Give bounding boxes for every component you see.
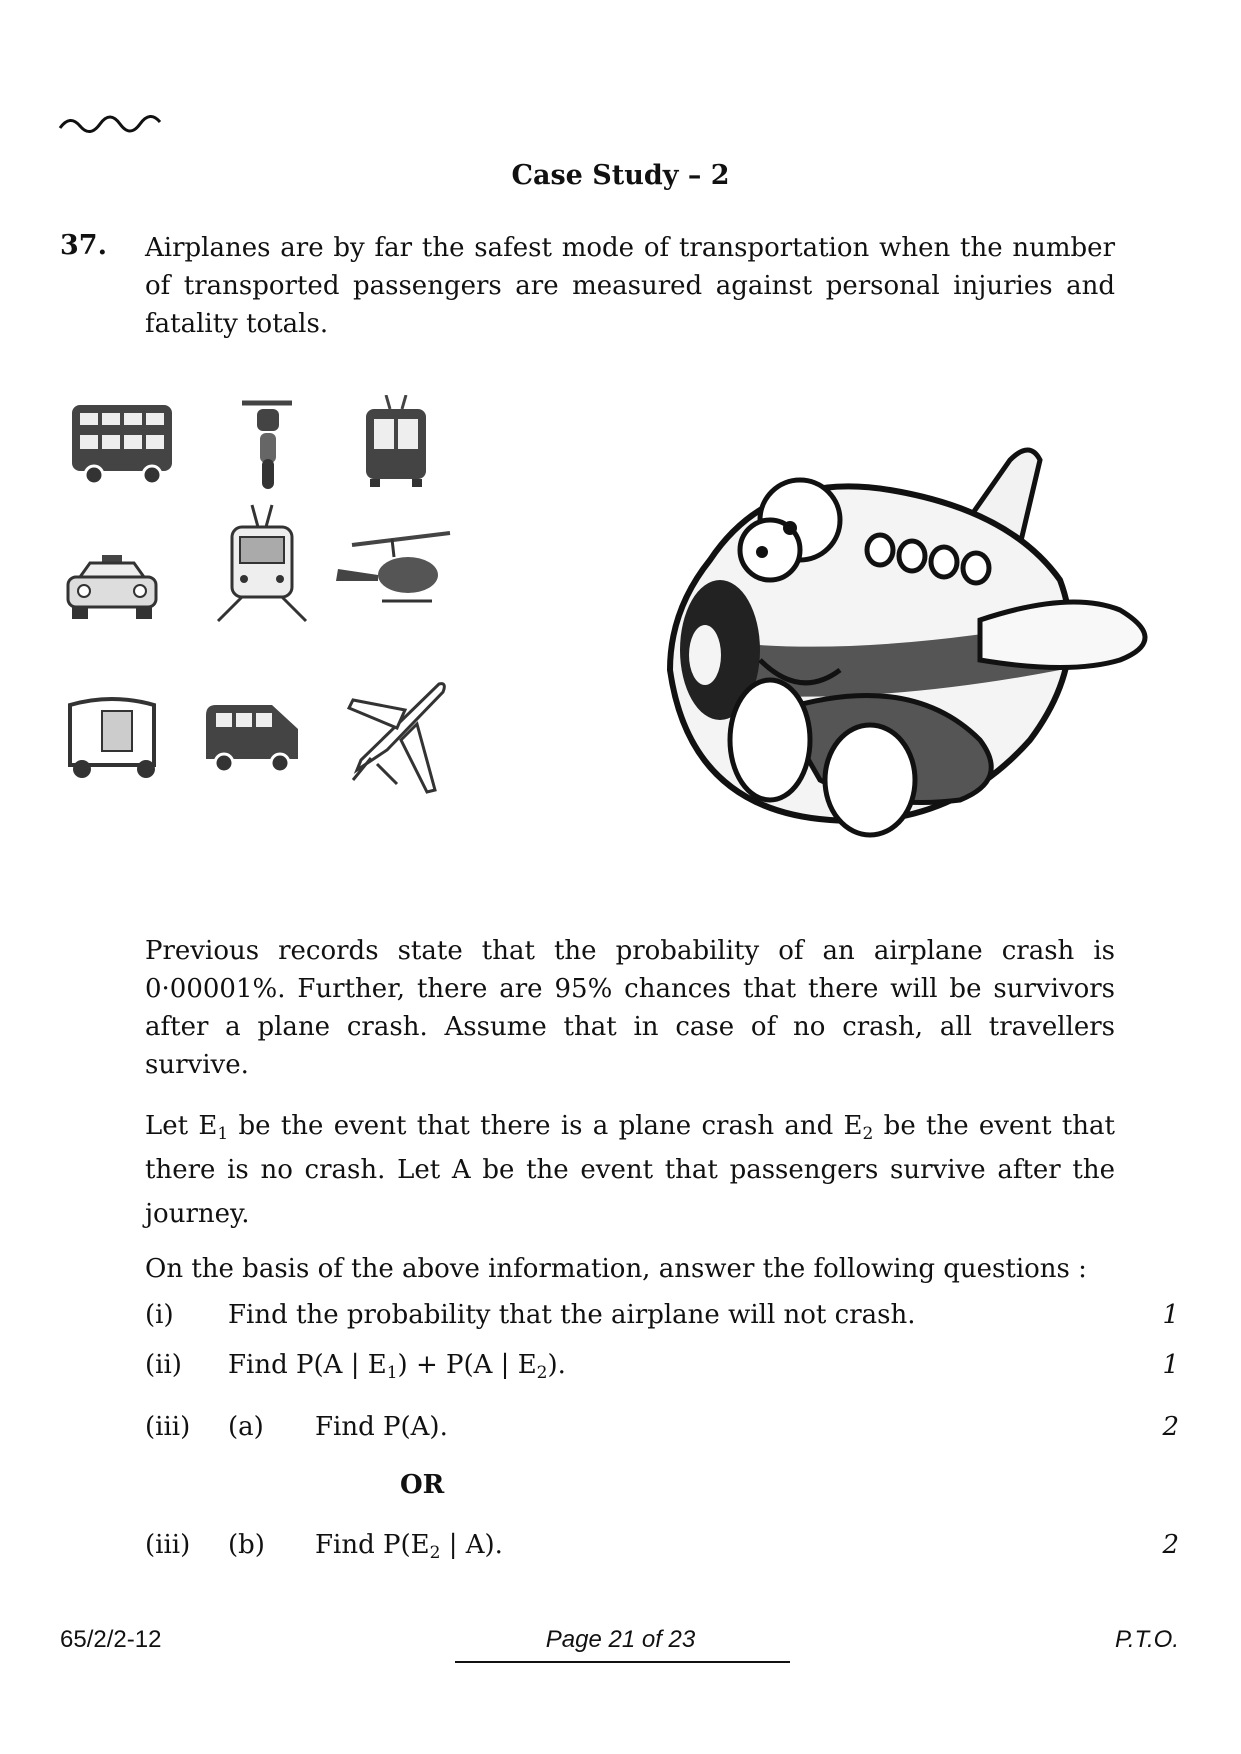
trolleybus-icon (366, 395, 426, 487)
motorcycle-icon (242, 403, 292, 489)
van-icon (206, 705, 298, 772)
auto-rickshaw-icon (70, 699, 155, 778)
marks: 2 (1162, 1412, 1179, 1442)
part-number: (iii) (145, 1530, 191, 1560)
marks: 1 (1162, 1300, 1179, 1330)
or-separator: OR (400, 1470, 445, 1500)
question-intro: Airplanes are by far the safest mode of transportation when the number of transported passengers are measured against personal injuries and fatality totals. (145, 233, 1115, 339)
subpart-label: (b) (228, 1530, 265, 1560)
taxi-icon (68, 555, 156, 619)
marks: 1 (1162, 1350, 1179, 1380)
pto-label: P.T.O. (1114, 1626, 1179, 1653)
events-paragraph: Let $E_1$ be the event that there is a plane crash and $E_2$ be the event that there is no crash. Let A be the event that passengers survive after the journey. (145, 1111, 1115, 1229)
part-number: (i) (145, 1300, 174, 1330)
records-paragraph: Previous records state that the probability of an airplane crash is 0·00001%. Further, there are 95% chances that there will be survivors after a plane crash. Assume that in case of no crash, all travellers survive. (145, 936, 1115, 1080)
case-study-title: Case Study – 2 (511, 160, 730, 191)
part-number: (ii) (145, 1350, 182, 1380)
airplane-icon (349, 684, 444, 792)
part-text: Find the probability that the airplane will not crash. (228, 1300, 916, 1330)
part-text: Find P(A | $E_1) + P(A$ | $E_2$). (228, 1350, 566, 1383)
page-number: Page 21 of 23 (545, 1626, 696, 1653)
footer-divider (455, 1661, 790, 1663)
part-text: Find P(A). (315, 1412, 448, 1442)
subpart-label: (a) (228, 1412, 264, 1442)
helicopter-icon (336, 533, 450, 601)
tram-icon (218, 505, 306, 621)
marks: 2 (1162, 1530, 1179, 1560)
paper-code: 65/2/2-12 (60, 1626, 162, 1653)
cartoon-airplane (650, 410, 1175, 860)
squiggle-mark (58, 112, 162, 136)
part-number: (iii) (145, 1412, 191, 1442)
double-decker-bus-icon (72, 405, 172, 484)
part-text: Find $P(E_2$ | A). (315, 1530, 503, 1563)
question-number: 37. (60, 230, 107, 261)
instructions-paragraph: On the basis of the above information, answer the following questions : (145, 1254, 1087, 1284)
transport-icons-grid (62, 395, 502, 815)
